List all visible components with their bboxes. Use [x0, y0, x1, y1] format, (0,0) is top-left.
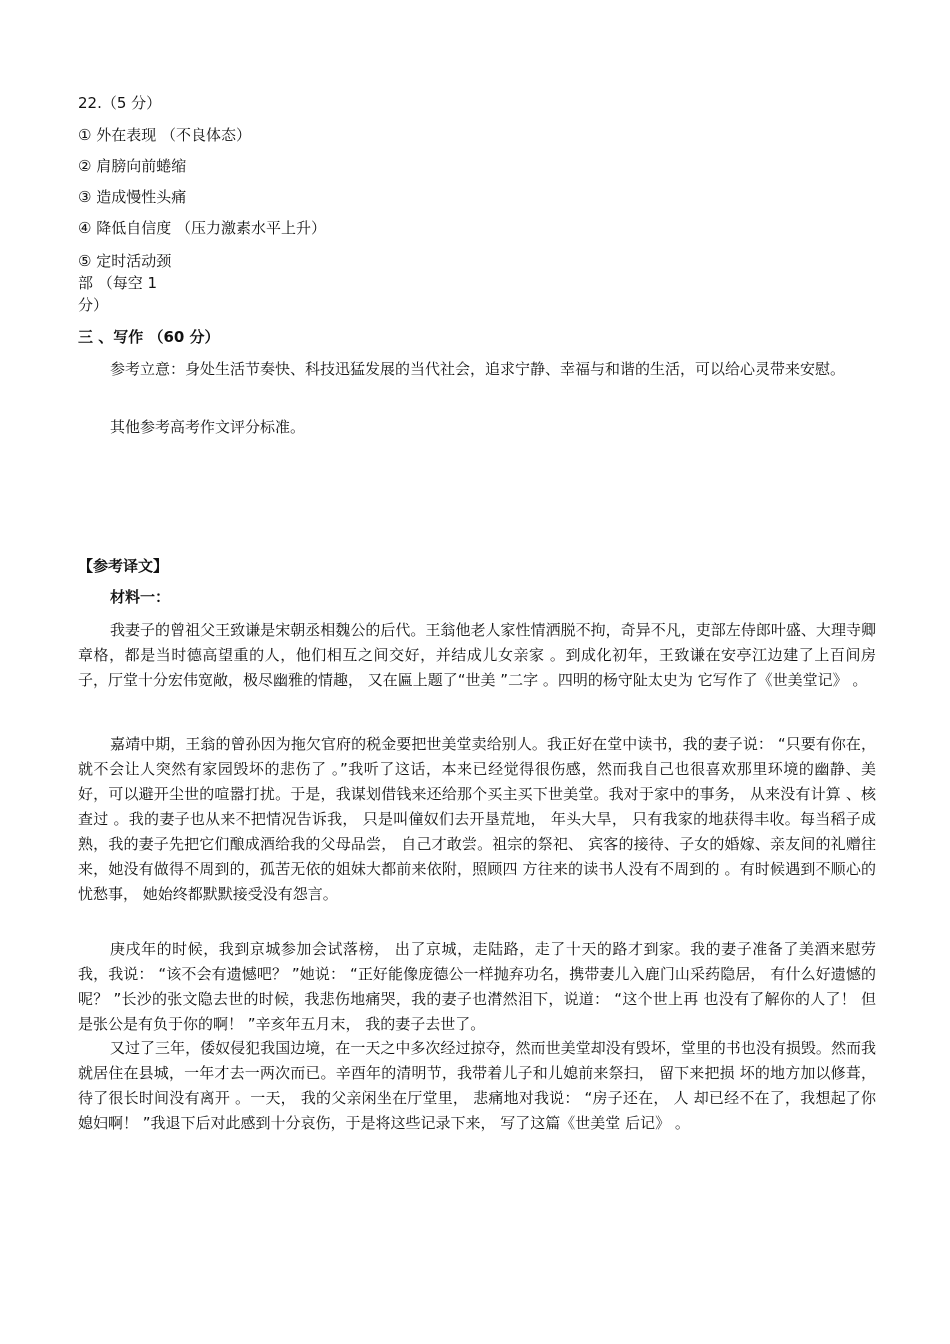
- writing-scoring-note: 其他参考高考作文评分标准。: [110, 418, 306, 436]
- answer-item-4: ④ 降低自信度 （压力激素水平上升）: [78, 219, 326, 237]
- material-one-heading: 材料一：: [110, 588, 171, 606]
- answer-item-5-line-3: 分）: [78, 296, 109, 314]
- writing-reference-idea: 参考立意：身处生活节奏快、科技迅猛发展的当代社会，追求宁静、幸福与和谐的生活，可以给心灵带来安慰。: [110, 360, 846, 378]
- answer-item-5-line-1: ⑤ 定时活动颈: [78, 252, 172, 270]
- answer-item-1: ① 外在表现 （不良体态）: [78, 126, 251, 144]
- answer-item-5: [78, 250, 188, 316]
- translation-paragraph-2: 嘉靖中期，王翁的曾孙因为拖欠官府的税金要把世美堂卖给别人。我正好在堂中读书，我的妻子说： “只要有你在，就不会让人突然有家园毁坏的悲伤了 。”我听了这话，本来已经觉得很伤感，然而我自己也很喜欢那里环境的幽静、美好，可以避开尘世的喧嚣打扰。于是，我谋划借钱来还给那个买主买下世美堂。我对于家中的事务， 从来没有计算 、核查过 。我的妻子也从来不把情况告诉我， 只是叫僮奴们去开垦荒地， 年头大旱， 只有我家的地获得丰收。每当稻子成熟，我的妻子先把它们酿成酒给我的父母品尝， 自己才敢尝。祖宗的祭祀、 宾客的接待、子女的婚嫁、亲友间的礼赠往来，她没有做得不周到的，孤苦无依的姐妹大都前来依附，照顾四 方往来的读书人没有不周到的 。有时候遇到不顺心的忧愁事， 她始终都默默接受没有怨言。: [78, 735, 876, 903]
- translation-paragraph-1: 我妻子的曾祖父王致谦是宋朝丞相魏公的后代。王翁他老人家性情洒脱不拘，奇异不凡，吏部左侍郎叶盛、大理寺卿章格，都是当时德高望重的人，他们相互之间交好，并结成儿女亲家 。到成化初年，王致谦在安亭江边建了上百间房子，厅堂十分宏伟宽敞，极尽幽雅的情趣， 又在匾上题了“世美 ”二字 。四明的杨守阯太史为 它写作了《世美堂记》 。: [78, 621, 876, 689]
- translation-heading: 【参考译文】: [78, 557, 169, 575]
- writing-section-heading: 三 、写作 （60 分）: [78, 328, 220, 346]
- answer-item-5-line-2: 部 （每空 1: [78, 274, 158, 292]
- question-22-header: 22.（5 分）: [78, 94, 162, 112]
- answer-item-2: ② 肩膀向前蜷缩: [78, 157, 187, 175]
- answer-item-3: ③ 造成慢性头痛: [78, 188, 187, 206]
- translation-paragraph-3: 庚戌年的时候，我到京城参加会试落榜， 出了京城，走陆路，走了十天的路才到家。我的妻子准备了美酒来慰劳我，我说： “该不会有遗憾吧？ ”她说： “正好能像庞德公一样抛弃功名，携带妻儿入鹿门山采药隐居， 有什么好遗憾的呢？ ”长沙的张文隐去世的时候，我悲伤地痛哭，我的妻子也潸然泪下，说道： “这个世上再 也没有了解你的人了！ 但是张公是有负于你的啊！ ”辛亥年五月末， 我的妻子去世了。: [78, 940, 876, 1033]
- translation-paragraph-4: 又过了三年，倭奴侵犯我国边境，在一天之中多次经过掠夺，然而世美堂却没有毁坏，堂里的书也没有损毁。然而我就居住在县城，一年才去一两次而已。辛酉年的清明节，我带着儿子和儿媳前来祭扫， 留下来把损 坏的地方加以修葺， 待了很长时间没有离开 。一天， 我的父亲闲坐在厅堂里， 悲痛地对我说： “房子还在， 人 却已经不在了，我想起了你媳妇啊！ ”我退下后对此感到十分哀伤，于是将这些记录下来， 写了这篇《世美堂 后记》 。: [78, 1039, 876, 1132]
